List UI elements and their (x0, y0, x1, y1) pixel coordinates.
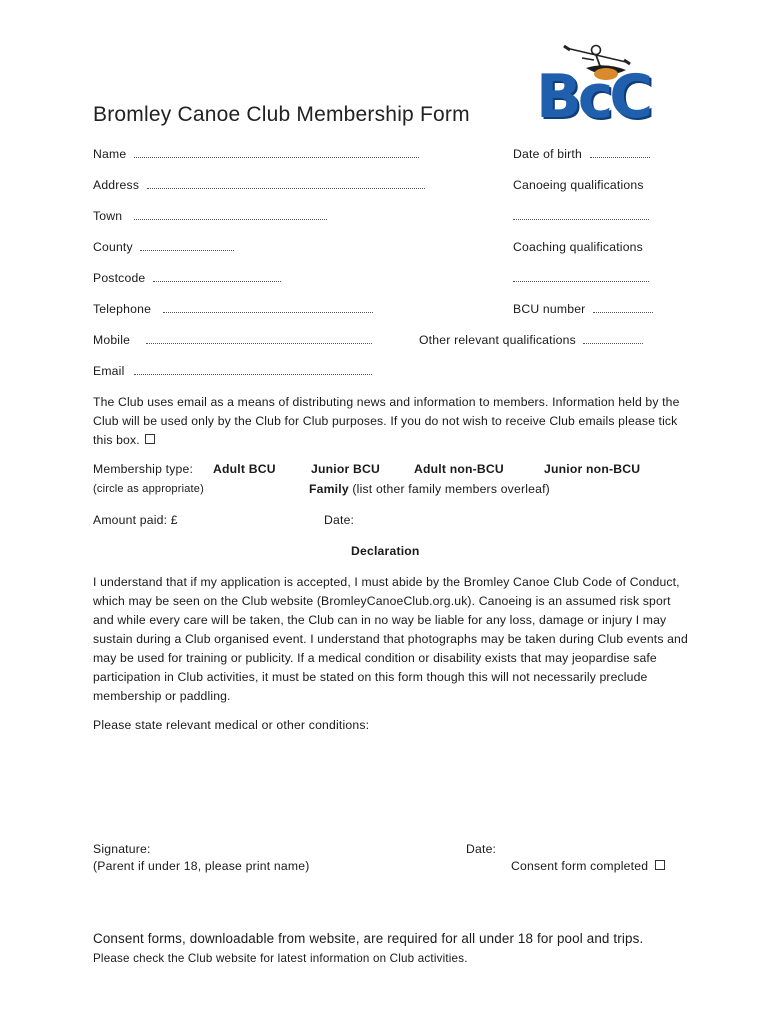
dob-field[interactable] (513, 147, 650, 161)
coaching-field[interactable] (513, 271, 649, 285)
other-qualifications-label: Other relevant qualifications (419, 333, 576, 347)
county-label: County (93, 240, 133, 254)
email-notice-text: The Club uses email as a means of distributing news and information to members. Information held by the Club will be used only by the Club for Club purposes. If you do not wish to receive Club emails please tick this box. (93, 395, 680, 447)
other-qualifications-field[interactable] (419, 333, 643, 347)
option-family[interactable] (309, 482, 550, 496)
club-logo (530, 40, 676, 130)
payment-date-label: Date: (324, 513, 355, 527)
email-field[interactable] (93, 364, 372, 378)
address-label: Address (93, 178, 140, 192)
declaration-heading: Declaration (351, 544, 420, 558)
amount-paid-label: Amount paid: £ (93, 513, 178, 527)
telephone-line[interactable] (163, 311, 373, 313)
mobile-line[interactable] (146, 342, 372, 344)
footer-consent-note: Consent forms, downloadable from website, are required for all under 18 for pool and trips. (93, 931, 644, 946)
email-opt-out-checkbox[interactable] (145, 434, 155, 444)
county-field[interactable] (93, 240, 234, 254)
name-field[interactable] (93, 147, 419, 161)
mobile-field[interactable] (93, 333, 372, 347)
option-adult-bcu[interactable]: Adult BCU (213, 462, 276, 476)
option-junior-bcu[interactable]: Junior BCU (311, 462, 381, 476)
consent-completed-checkbox[interactable] (655, 860, 665, 870)
dob-line[interactable] (590, 156, 650, 158)
medical-conditions-area[interactable] (93, 738, 683, 830)
other-qualifications-line[interactable] (583, 342, 643, 344)
dob-label: Date of birth (513, 147, 582, 161)
signature-label: Signature: (93, 842, 151, 856)
canoeing-field[interactable] (513, 209, 649, 223)
canoeing-line[interactable] (513, 218, 649, 220)
consent-completed-label: Consent form completed (511, 859, 649, 873)
town-line[interactable] (134, 218, 327, 220)
address-line[interactable] (147, 187, 425, 189)
form-title: Bromley Canoe Club Membership Form (93, 103, 470, 126)
county-line[interactable] (140, 249, 234, 251)
bcu-line[interactable] (593, 311, 653, 313)
postcode-line[interactable] (153, 280, 281, 282)
coaching-label: Coaching qualifications (513, 240, 643, 254)
bcu-field[interactable] (513, 302, 653, 316)
postcode-label: Postcode (93, 271, 146, 285)
logo-text: BcC (536, 62, 650, 132)
membership-type-label: Membership type: (93, 462, 194, 476)
town-label: Town (93, 209, 123, 223)
name-line[interactable] (134, 156, 419, 158)
email-label: Email (93, 364, 125, 378)
parent-note: (Parent if under 18, please print name) (93, 859, 310, 873)
option-adult-non-bcu[interactable]: Adult non-BCU (414, 462, 504, 476)
family-label: Family (309, 482, 349, 496)
medical-conditions-prompt: Please state relevant medical or other conditions: (93, 718, 370, 732)
consent-completed[interactable] (511, 859, 665, 873)
email-notice (93, 393, 687, 450)
bcu-label: BCU number (513, 302, 586, 316)
telephone-field[interactable] (93, 302, 373, 316)
footer-website-note: Please check the Club website for latest information on Club activities. (93, 952, 468, 965)
option-junior-non-bcu[interactable]: Junior non-BCU (544, 462, 641, 476)
family-note: (list other family members overleaf) (352, 482, 550, 496)
declaration-text: I understand that if my application is accepted, I must abide by the Bromley Canoe Club Code of Conduct, which may be seen on the Club website (BromleyCanoeClub.org.uk). Canoeing is an assumed risk sport and while every care will be taken, the Club can in no way be liable for any loss, damage or injury I may sustain during a Club organised event. I understand that photographs may be taken during Club events and may be used for training or publicity. If a medical condition or disability exists that may jeopardise safe participation in Club activities, it must be stated on this form though this will not necessarily preclude membership or paddling. (93, 575, 688, 703)
postcode-field[interactable] (93, 271, 281, 285)
mobile-label: Mobile (93, 333, 131, 347)
telephone-label: Telephone (93, 302, 152, 316)
town-field[interactable] (93, 209, 327, 223)
address-field[interactable] (93, 178, 425, 192)
signature-date-label: Date: (466, 842, 497, 856)
canoeing-label: Canoeing qualifications (513, 178, 644, 192)
email-line[interactable] (134, 373, 372, 375)
coaching-line[interactable] (513, 280, 649, 282)
membership-hint: (circle as appropriate) (93, 483, 204, 495)
name-label: Name (93, 147, 127, 161)
